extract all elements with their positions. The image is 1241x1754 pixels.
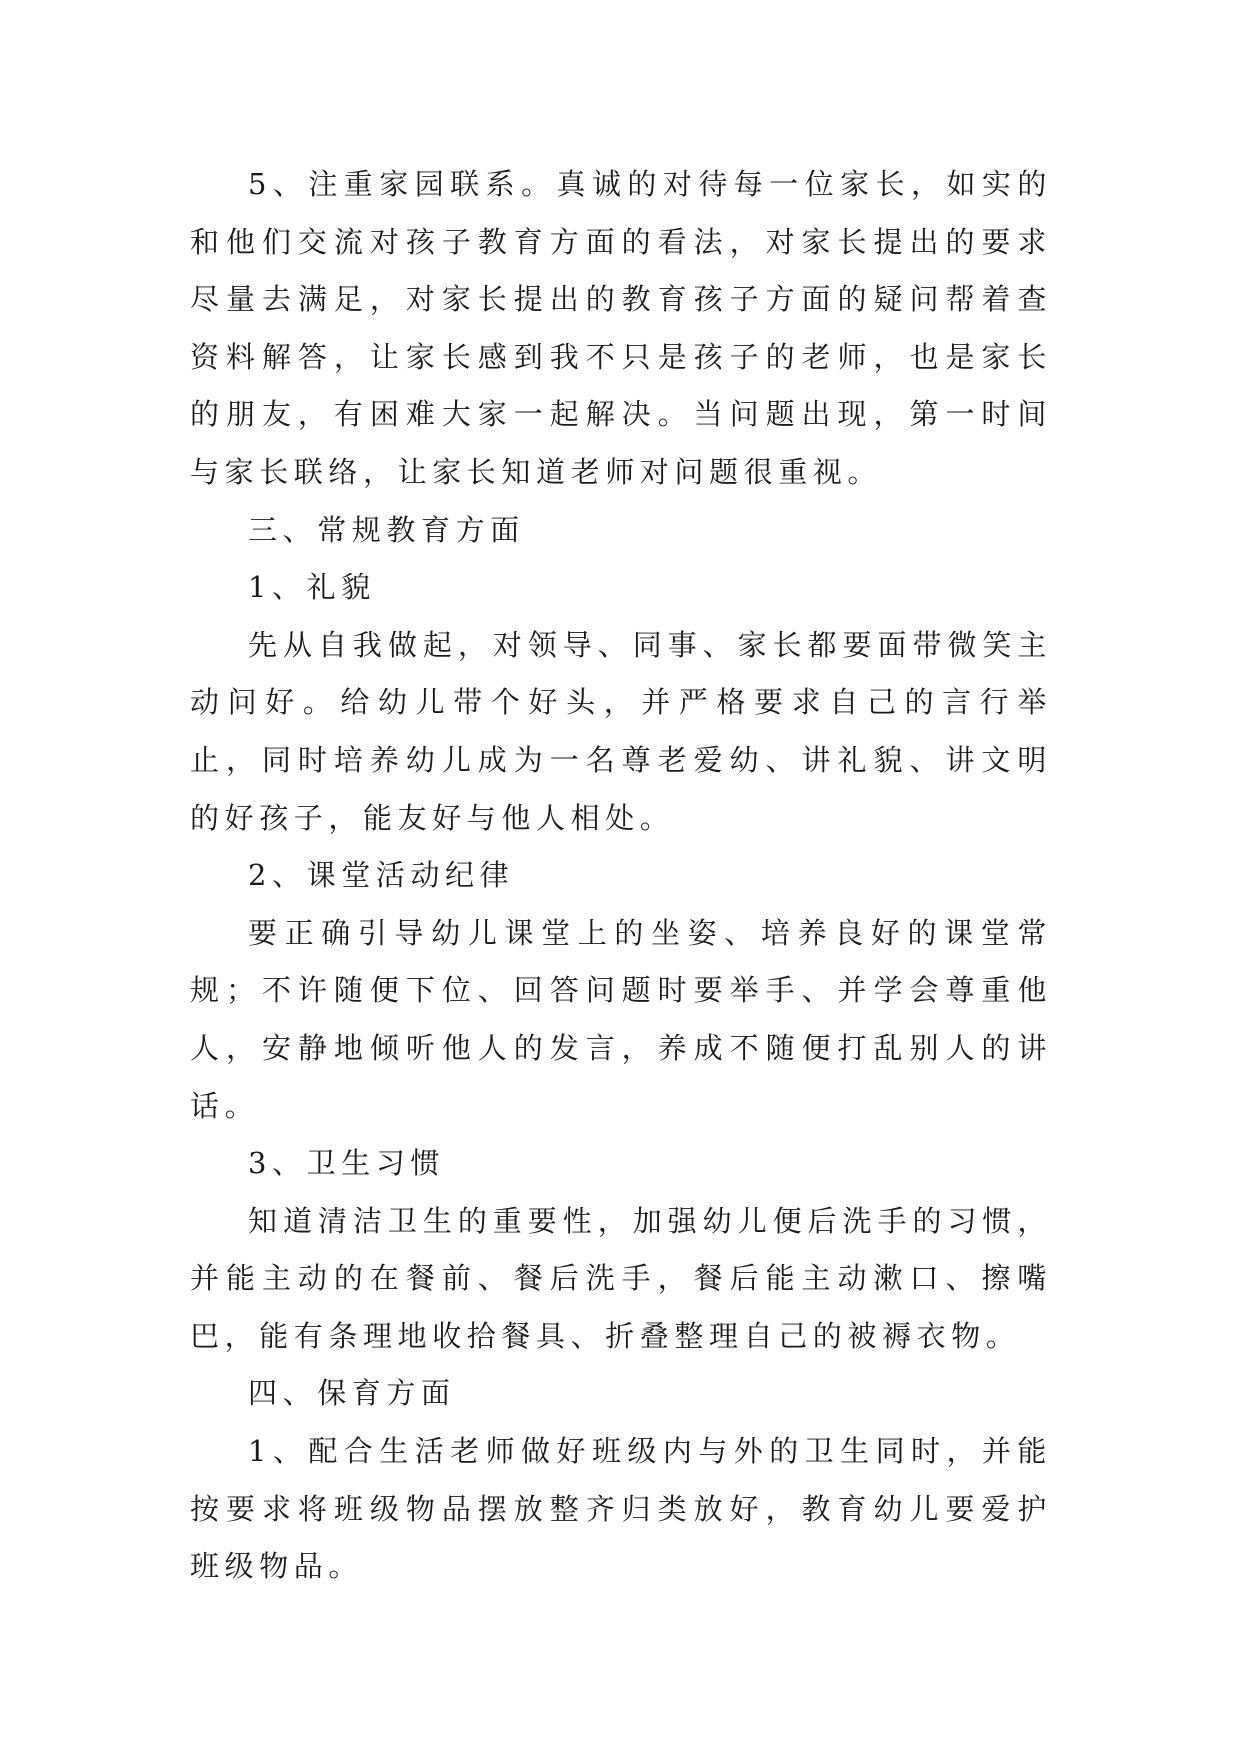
document-body [190, 156, 1052, 1596]
subheading-hygiene-habits: 3、卫生习惯 [248, 1146, 446, 1181]
paragraph-classroom-discipline: 要正确引导幼儿课堂上的坐姿、培养良好的课堂常规；不许随便下位、回答问题时要举手、并学会尊重他人，安静地倾听他人的发言，养成不随便打乱别人的讲话。 [190, 915, 1052, 1123]
section-heading-childcare: 四、保育方面 [248, 1376, 456, 1411]
paragraph-childcare-cleaning: 1、配合生活老师做好班级内与外的卫生同时，并能按要求将班级物品摆放整齐归类放好，教育幼儿要爱护班级物品。 [190, 1434, 1052, 1584]
paragraph-hygiene-habits: 知道清洁卫生的重要性，加强幼儿便后洗手的习惯，并能主动的在餐前、餐后洗手，餐后能主动漱口、擦嘴巴，能有条理地收拾餐具、折叠整理自己的被褥衣物。 [190, 1203, 1052, 1353]
subheading-manners: 1、礼貌 [248, 570, 376, 605]
subheading-classroom-discipline: 2、课堂活动纪律 [248, 858, 515, 893]
paragraph-manners: 先从自我做起，对领导、同事、家长都要面带微笑主动问好。给幼儿带个好头，并严格要求自己的言行举止，同时培养幼儿成为一名尊老爱幼、讲礼貌、讲文明的好孩子，能友好与他人相处。 [190, 627, 1052, 835]
paragraph-home-school-contact: 5、注重家园联系。真诚的对待每一位家长，如实的和他们交流对孩子教育方面的看法，对家长提出的要求尽量去满足，对家长提出的教育孩子方面的疑问帮着查资料解答，让家长感到我不只是孩子的老师，也是家长的朋友，有困难大家一起解决。当问题出现，第一时间与家长联络，让家长知道老师对问题很重视。 [190, 167, 1052, 489]
section-heading-routine-education: 三、常规教育方面 [248, 512, 525, 547]
